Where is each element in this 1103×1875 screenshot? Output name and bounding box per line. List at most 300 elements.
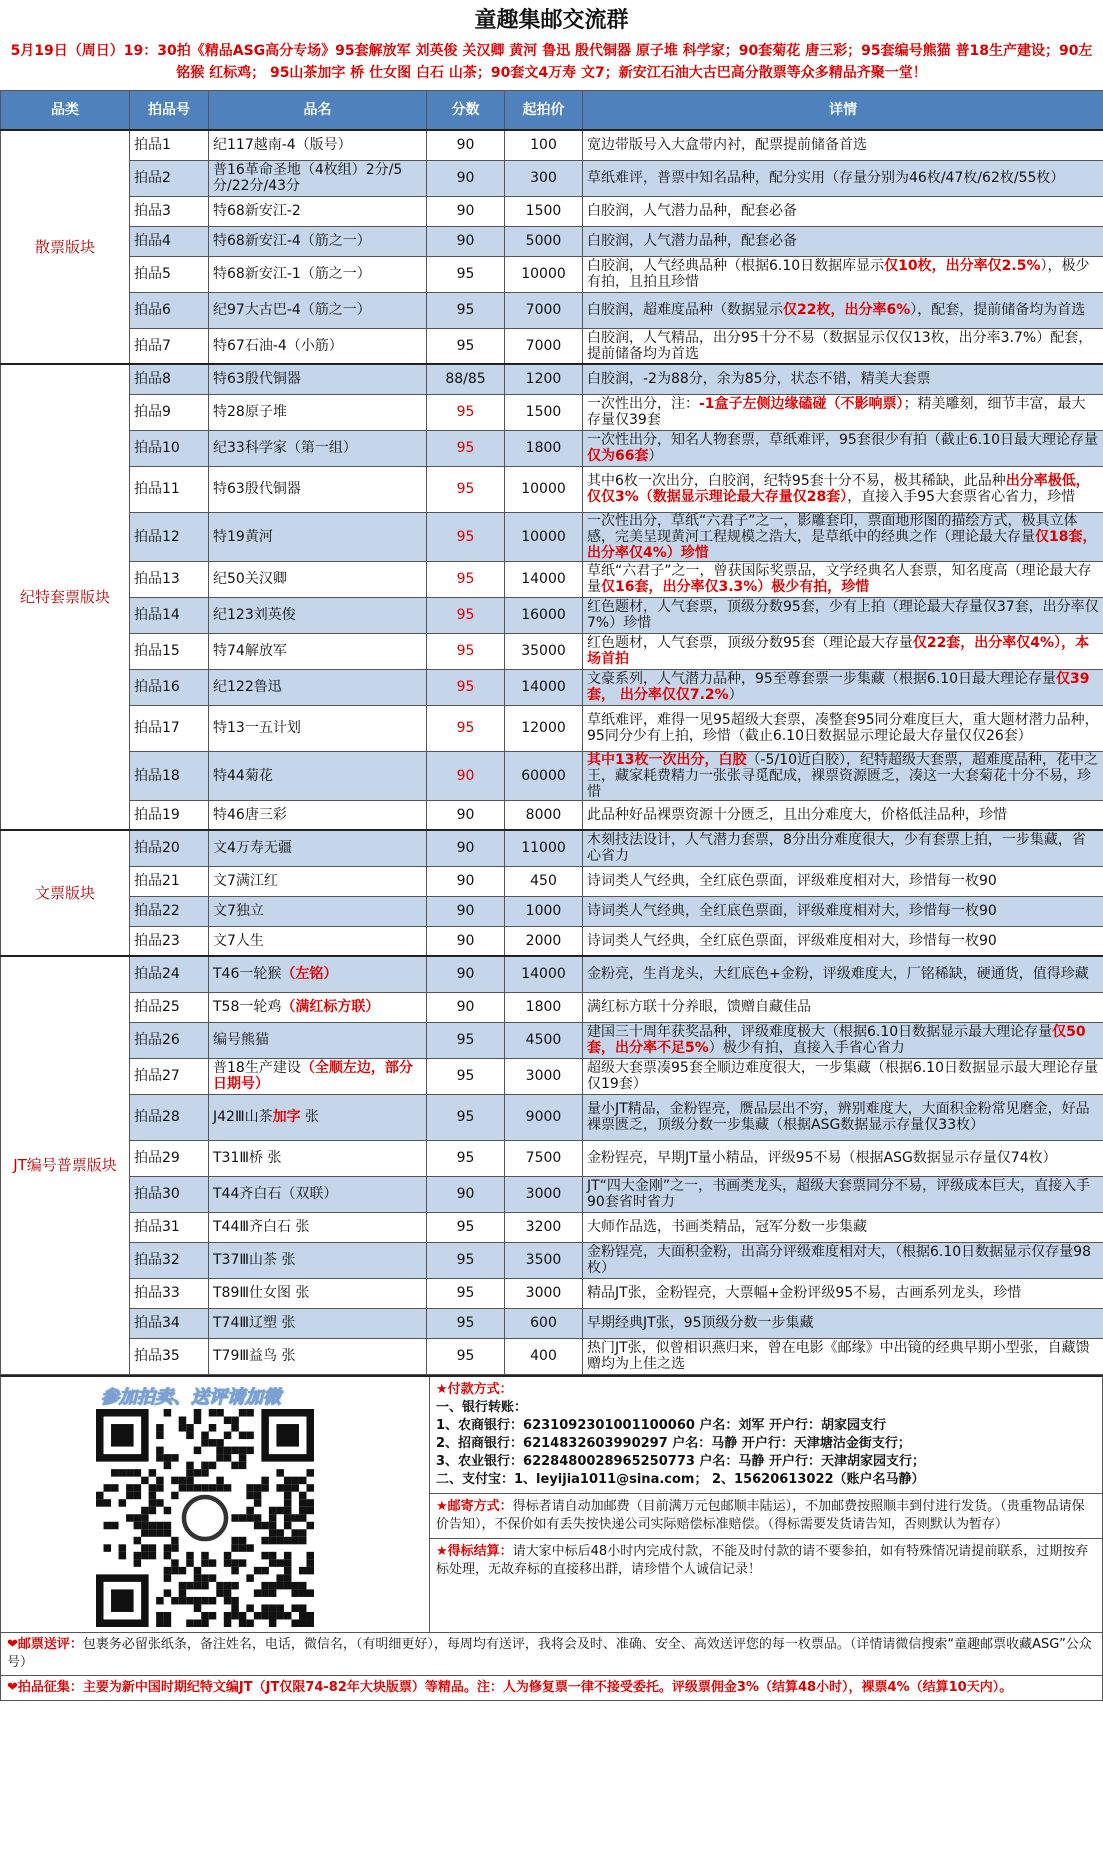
- lot-detail-text: 超级大套票凑95套全顺边难度很大，一步集藏（根据6.10日数据显示最大理论存量仅19套）: [587, 1060, 1098, 1092]
- lot-detail-text: 一次性出分，草纸“六君子”之一，影雕套印，票面地形图的描绘方式，极具立体感，完美呈现黄河工程规模之浩大，是草纸中的经典之作（理论最大存量: [587, 512, 1078, 545]
- lot-score: 95: [427, 561, 505, 597]
- table-row[interactable]: [1, 561, 1103, 597]
- lot-start-price: 14000: [505, 956, 583, 992]
- lot-number: 拍品19: [130, 800, 209, 830]
- table-row[interactable]: [1, 896, 1103, 926]
- lot-detail-highlight: 仅16套，出分率仅3.3%）极少有拍，珍惜: [601, 579, 870, 595]
- lot-detail: [583, 926, 1103, 956]
- lot-number: 拍品21: [130, 866, 209, 896]
- lot-name-text: 纪97大古巴-4（筋之一）: [213, 302, 371, 318]
- lot-detail-text: 金粉亮，生肖龙头，大红底色+金粉，评级难度大，厂铭稀缺，硬通货，值得珍藏: [587, 966, 1089, 983]
- table-row[interactable]: [1, 226, 1103, 256]
- auction-announcement: 5月19日（周日）19：30拍《精品ASG高分专场》95套解放军 刘英俊 关汉卿 黄河 鲁迅 殷代铜器 原子堆 科学家；90套菊花 唐三彩；95套编号熊猫 普18生产建设；90左铭猴 红标鸡； 95山茶加字 桥 仕女图 白石 山茶；90套文4万寿 文7；新安江石油大古巴高分散票等众多精品齐聚一堂！: [10, 43, 1093, 81]
- lot-number: 拍品31: [130, 1212, 209, 1242]
- table-row[interactable]: [1, 160, 1103, 196]
- lot-detail-highlight: 仅50套，出分率不足5%: [587, 1024, 1086, 1056]
- lot-start-price: 10000: [505, 256, 583, 292]
- lot-score: 95: [427, 1058, 505, 1094]
- lot-name-text: 纪117越南-4（版号）: [213, 137, 352, 154]
- lot-start-price: 35000: [505, 633, 583, 669]
- shipping-text: 得标者请自动加邮费（目前满万元包邮顺丰陆运），不加邮费按照顺丰到付进行发货。（贵重物品请保价告知），不保价如有丢失按快递公司实际赔偿标准赔偿。（得标需要发货请告知，否则默认为暂存）: [436, 1498, 1085, 1532]
- lot-detail: [583, 196, 1103, 226]
- lot-start-price: 1500: [505, 394, 583, 430]
- table-row[interactable]: [1, 1058, 1103, 1094]
- lot-score: 90: [427, 751, 505, 800]
- table-row[interactable]: [1, 956, 1103, 992]
- lot-detail: [583, 633, 1103, 669]
- lot-score: 90: [427, 196, 505, 226]
- lot-start-price: 14000: [505, 561, 583, 597]
- lot-name: [209, 1058, 427, 1094]
- lot-name-note: （全顺左边，部分日期号）: [213, 1060, 413, 1092]
- table-row[interactable]: [1, 196, 1103, 226]
- lot-name-text: T31Ⅲ桥 张: [213, 1150, 282, 1166]
- table-row[interactable]: [1, 751, 1103, 800]
- lot-score: 90: [427, 130, 505, 160]
- lot-name: [209, 926, 427, 956]
- lot-detail-text: 精品JT张，金粉锃亮，大票幅+金粉评级95不易，古画系列龙头，珍惜: [587, 1285, 1022, 1301]
- lot-name: [209, 992, 427, 1022]
- header-detail: 详情: [583, 91, 1103, 131]
- lot-score: 90: [427, 956, 505, 992]
- lot-detail-highlight: 其中13枚一次出分，白胶: [587, 751, 747, 768]
- lot-number: 拍品25: [130, 992, 209, 1022]
- lot-detail: [583, 130, 1103, 160]
- table-row[interactable]: [1, 328, 1103, 364]
- lot-detail-tail: ，直接入手95大套票省心省力，珍惜: [847, 489, 1076, 505]
- lot-start-price: 5000: [505, 226, 583, 256]
- lot-name: [209, 1242, 427, 1278]
- lot-detail-highlight: 仅10枚，出分率仅2.5%: [884, 258, 1041, 274]
- lot-group: [1, 364, 1103, 830]
- table-row[interactable]: [1, 430, 1103, 466]
- lot-name: [209, 430, 427, 466]
- payment-line: 二、支付宝：1、leyijia1011@sina.com； 2、15620613022（账户名马静）: [436, 1471, 925, 1487]
- lot-name: [209, 751, 427, 800]
- lot-score: 95: [427, 705, 505, 751]
- lot-start-price: 10000: [505, 512, 583, 561]
- lot-name: [209, 956, 427, 992]
- settlement-text: 请大家中标后48小时内完成付款，不能及时付款的请不要参拍，如有特殊情况请提前联系，过期按弃标处理，无故弃标的直接移出群，请珍惜个人诚信记录！: [436, 1543, 1089, 1577]
- table-row[interactable]: [1, 1242, 1103, 1278]
- lot-start-price: 11000: [505, 830, 583, 866]
- lot-start-price: 1800: [505, 430, 583, 466]
- table-row[interactable]: [1, 1308, 1103, 1338]
- lot-name: [209, 597, 427, 633]
- consign-text: 主要为新中国时期纪特文编JT（JT仅限74-82年大块版票）等精品。注：人为修复票一律不接受委托。评级票佣金3%（结算48小时），裸票4%（结算10天内）。: [82, 1679, 1013, 1695]
- lot-name-text: 特28原子堆: [213, 404, 287, 420]
- table-row[interactable]: [1, 633, 1103, 669]
- lot-name-text: T46一轮猴: [213, 966, 282, 983]
- lot-detail: [583, 751, 1103, 800]
- lot-name-text: 文4万寿无疆: [213, 840, 292, 857]
- lot-detail: [583, 394, 1103, 430]
- lot-number: 拍品6: [130, 292, 209, 328]
- lot-name-note: 加字: [272, 1109, 301, 1125]
- lot-detail-tail: ；精美雕刻，细节丰富，最大存量仅39套: [587, 396, 1086, 428]
- lot-number: 拍品24: [130, 956, 209, 992]
- lot-number: 拍品35: [130, 1338, 209, 1374]
- lot-name-text: 纪122鲁迅: [213, 679, 282, 695]
- lot-detail-text: 一次性出分，注：: [587, 396, 699, 412]
- lot-score: 90: [427, 830, 505, 866]
- table-row[interactable]: [1, 705, 1103, 751]
- lot-number: 拍品14: [130, 597, 209, 633]
- lot-detail: [583, 364, 1103, 394]
- table-row[interactable]: [1, 1022, 1103, 1058]
- qr-caption: 参加拍卖、送评请加微: [101, 1386, 281, 1408]
- table-row[interactable]: [1, 597, 1103, 633]
- consign-heading: ❤拍品征集：: [7, 1679, 83, 1695]
- lot-score: 95: [427, 292, 505, 328]
- lot-detail: [583, 160, 1103, 196]
- lot-detail-text: 诗词类人气经典，全红底色票面，评级难度相对大，珍惜每一枚90: [587, 873, 997, 889]
- lot-name-text: 特74解放军: [213, 643, 287, 659]
- lot-number: 拍品3: [130, 196, 209, 226]
- lot-name-note: （满红标方联）: [281, 999, 380, 1015]
- lot-number: 拍品17: [130, 705, 209, 751]
- lot-score: 95: [427, 1242, 505, 1278]
- lot-detail: [583, 992, 1103, 1022]
- lot-detail-text: 量小JT精品，金粉锃亮，赝品层出不穷，辨别难度大，大面积金粉常见磨金，好品裸票匮乏，顶级分数一步集藏（根据ASG数据显示存量仅33枚）: [587, 1101, 1090, 1133]
- lot-detail-text: 满红标方联十分养眼，馈赠自藏佳品: [587, 999, 811, 1015]
- lot-detail-tail: ）: [648, 448, 663, 464]
- lot-name-text: T79Ⅲ益鸟 张: [213, 1348, 296, 1364]
- table-row[interactable]: [1, 1278, 1103, 1308]
- lot-detail-text: 白胶润，人气潜力品种，配套必备: [587, 203, 797, 219]
- lot-detail: [583, 1140, 1103, 1176]
- lot-score: 90: [427, 992, 505, 1022]
- lot-detail: [583, 466, 1103, 512]
- lot-detail: [583, 830, 1103, 866]
- lot-name-text: 文7独立: [213, 903, 264, 919]
- header-category: 品类: [1, 91, 130, 131]
- lot-start-price: 2000: [505, 926, 583, 956]
- lot-detail-text: 宽边带版号入大盒带内衬，配票提前储备首选: [587, 137, 867, 154]
- lot-number: 拍品1: [130, 130, 209, 160]
- lot-number: 拍品28: [130, 1094, 209, 1140]
- table-row[interactable]: [1, 1140, 1103, 1176]
- lot-detail-text: 一次性出分，知名人物套票，草纸难评，95套很少有拍（截止6.10日最大理论存量: [587, 432, 1098, 448]
- lot-name-text: 特44菊花: [213, 767, 273, 784]
- table-row[interactable]: [1, 364, 1103, 394]
- table-row[interactable]: [1, 669, 1103, 705]
- lot-detail-text: JT“四大金刚”之一，书画类龙头，超级大套票同分不易，评级成本巨大，直接入手90套省时省力: [587, 1178, 1091, 1210]
- lot-score: 90: [427, 160, 505, 196]
- table-header-row: [1, 91, 1103, 131]
- lot-detail-text: 金粉锃亮，大面积金粉，出高分评级难度相对大，（根据6.10日数据显示仅存量98枚）: [587, 1244, 1091, 1276]
- lot-detail-highlight: -1盒子左侧边缘磕碰（不影响票）: [699, 396, 904, 412]
- lot-score: 95: [427, 256, 505, 292]
- qr-code-icon[interactable]: [96, 1409, 314, 1627]
- lot-score: 95: [427, 1338, 505, 1374]
- lot-start-price: 3500: [505, 1242, 583, 1278]
- lot-name-text: T89Ⅲ仕女图 张: [213, 1285, 310, 1301]
- lot-name: [209, 830, 427, 866]
- settlement-section: [430, 1539, 1102, 1583]
- lot-name: [209, 394, 427, 430]
- lot-detail-highlight: 仅39套， 出分率仅仅7.2%: [587, 671, 1090, 703]
- lot-score: 95: [427, 1140, 505, 1176]
- lot-start-price: 7000: [505, 328, 583, 364]
- lot-detail: [583, 1212, 1103, 1242]
- lot-detail-text: 诗词类人气经典，全红底色票面，评级难度相对大，珍惜每一枚90: [587, 903, 997, 919]
- lot-name-text: 特68新安江-4（筋之一）: [213, 233, 371, 249]
- category-cell: 散票版块: [1, 130, 130, 364]
- lot-number: 拍品18: [130, 751, 209, 800]
- lot-number: 拍品8: [130, 364, 209, 394]
- lot-detail-text: 热门JT张，似曾相识燕归来，曾在电影《邮缘》中出镜的经典早期小型张，自藏馈赠均为上佳之选: [587, 1340, 1090, 1372]
- lot-number: 拍品16: [130, 669, 209, 705]
- lot-name-text: 特63殷代铜器: [213, 371, 301, 388]
- lot-detail-text: 白胶润，人气经典品种（根据6.10日数据库显示: [587, 258, 885, 274]
- lot-name: [209, 292, 427, 328]
- lot-detail-tail: ），配套，提前储备均为首选: [910, 302, 1086, 318]
- info-panel: [0, 1375, 1103, 1633]
- lot-score: 95: [427, 1308, 505, 1338]
- lot-start-price: 1200: [505, 364, 583, 394]
- lot-detail-text: 建国三十周年获奖品种，评级难度极大（根据6.10日数据显示最大理论存量: [587, 1024, 1053, 1040]
- page-title: 童趣集邮交流群: [474, 7, 629, 33]
- lot-start-price: 10000: [505, 466, 583, 512]
- lot-start-price: 4500: [505, 1022, 583, 1058]
- lot-start-price: 600: [505, 1308, 583, 1338]
- lot-score: 90: [427, 226, 505, 256]
- table-row[interactable]: [1, 1212, 1103, 1242]
- lot-group: [1, 130, 1103, 364]
- lot-group: [1, 956, 1103, 1374]
- lot-detail-highlight: 仅22枚，出分率6%: [783, 302, 911, 318]
- lot-detail: [583, 1242, 1103, 1278]
- lot-name: [209, 669, 427, 705]
- lot-score: 95: [427, 466, 505, 512]
- table-row[interactable]: [1, 926, 1103, 956]
- lot-score: 95: [427, 394, 505, 430]
- settlement-heading: ★得标结算：: [436, 1543, 513, 1559]
- lot-table: [0, 90, 1103, 1375]
- lot-detail-text: 木刻技法设计，人气潜力套票，8分出分难度很大，少有套票上拍，一步集藏，省心省力: [587, 832, 1086, 865]
- lot-number: 拍品20: [130, 830, 209, 866]
- lot-detail: [583, 1338, 1103, 1374]
- lot-name: [209, 1176, 427, 1212]
- lot-start-price: 14000: [505, 669, 583, 705]
- lot-start-price: 1500: [505, 196, 583, 226]
- lot-name: [209, 1022, 427, 1058]
- lot-number: 拍品15: [130, 633, 209, 669]
- table-row[interactable]: [1, 800, 1103, 830]
- table-row[interactable]: [1, 512, 1103, 561]
- consign-note: [0, 1676, 1103, 1701]
- table-row[interactable]: [1, 830, 1103, 866]
- header-price: 起拍价: [505, 91, 583, 131]
- lot-name-text: T44Ⅲ齐白石 张: [213, 1219, 310, 1235]
- category-cell: JT编号普票版块: [1, 956, 130, 1374]
- lot-name: [209, 466, 427, 512]
- lot-name-text: 特63殷代铜器: [213, 481, 301, 497]
- table-row[interactable]: [1, 256, 1103, 292]
- payment-line: 一、银行转账：: [436, 1399, 528, 1415]
- lot-detail-text: 草纸难评，普票中知名品种，配分实用（存量分别为46枚/47枚/62枚/55枚）: [587, 170, 1065, 186]
- lot-number: 拍品33: [130, 1278, 209, 1308]
- lot-score: 95: [427, 328, 505, 364]
- lot-start-price: 16000: [505, 597, 583, 633]
- table-row[interactable]: [1, 1094, 1103, 1140]
- lot-name: [209, 866, 427, 896]
- lot-start-price: 300: [505, 160, 583, 196]
- lot-number: 拍品7: [130, 328, 209, 364]
- lot-name: [209, 256, 427, 292]
- grading-heading: ❤邮票送评：: [7, 1636, 83, 1652]
- lot-name: [209, 1094, 427, 1140]
- lot-name-text: T58一轮鸡: [213, 999, 282, 1015]
- lot-score: 95: [427, 597, 505, 633]
- lot-name-text: 文7人生: [213, 932, 264, 949]
- lot-name-text: 纪33科学家（第一组）: [213, 440, 357, 456]
- table-row[interactable]: [1, 1176, 1103, 1212]
- lot-number: 拍品10: [130, 430, 209, 466]
- header-lot: 拍品号: [130, 91, 209, 131]
- lot-detail: [583, 669, 1103, 705]
- lot-score: 95: [427, 1212, 505, 1242]
- lot-number: 拍品26: [130, 1022, 209, 1058]
- lot-start-price: 450: [505, 866, 583, 896]
- lot-detail-highlight: 出分率极低，仅仅3%（数据显示理论最大存量仅28套）: [587, 473, 1090, 505]
- lot-name-text: T74Ⅲ辽塑 张: [213, 1315, 296, 1331]
- lot-score: 95: [427, 669, 505, 705]
- lot-detail: [583, 1094, 1103, 1140]
- lot-name-text: 特68新安江-1（筋之一）: [213, 266, 371, 282]
- lot-number: 拍品5: [130, 256, 209, 292]
- lot-name-text: T37Ⅲ山茶 张: [213, 1252, 296, 1268]
- table-row[interactable]: [1, 866, 1103, 896]
- lot-detail: [583, 896, 1103, 926]
- lot-name: [209, 364, 427, 394]
- lot-name: [209, 800, 427, 830]
- lot-detail: [583, 1058, 1103, 1094]
- header-name: 品名: [209, 91, 427, 131]
- table-row[interactable]: [1, 394, 1103, 430]
- lot-number: 拍品13: [130, 561, 209, 597]
- lot-name: [209, 196, 427, 226]
- category-cell: 纪特套票版块: [1, 364, 130, 830]
- lot-start-price: 3000: [505, 1058, 583, 1094]
- lot-name-text: 特68新安江-2: [213, 203, 301, 219]
- lot-score: 90: [427, 926, 505, 956]
- lot-detail: [583, 328, 1103, 364]
- payment-line: 3、农业银行：6228480028965250773 户名：马静 开户行：天津胡家园支行；: [436, 1453, 925, 1469]
- lot-score: 95: [427, 430, 505, 466]
- table-row[interactable]: [1, 292, 1103, 328]
- lot-score: 95: [427, 633, 505, 669]
- category-cell: 文票版块: [1, 830, 130, 956]
- lot-detail: [583, 226, 1103, 256]
- lot-number: 拍品9: [130, 394, 209, 430]
- lot-start-price: 7500: [505, 1140, 583, 1176]
- lot-name: [209, 1212, 427, 1242]
- table-row[interactable]: [1, 992, 1103, 1022]
- lot-start-price: 9000: [505, 1094, 583, 1140]
- lot-start-price: 1000: [505, 896, 583, 926]
- lot-name-text: 特46唐三彩: [213, 806, 287, 823]
- lot-detail: [583, 292, 1103, 328]
- lot-name-text: 纪123刘英俊: [213, 607, 296, 623]
- lot-detail-text: 红色题材，人气套票，顶级分数95套，少有上拍（理论最大存量仅37套，出分率仅7%）珍惜: [587, 599, 1099, 631]
- lot-name-text: 特67石油-4（小筋）: [213, 337, 343, 354]
- lot-detail-text: 白胶润，人气潜力品种，配套必备: [587, 233, 797, 249]
- lot-name: [209, 705, 427, 751]
- lot-detail-text: 诗词类人气经典，全红底色票面，评级难度相对大，珍惜每一枚90: [587, 932, 997, 949]
- lot-number: 拍品34: [130, 1308, 209, 1338]
- lot-name: [209, 896, 427, 926]
- lot-start-price: 1800: [505, 992, 583, 1022]
- lot-number: 拍品11: [130, 466, 209, 512]
- lot-score: 95: [427, 1022, 505, 1058]
- lot-detail-highlight: 仅18套，出分率仅4%）珍惜: [587, 528, 1097, 561]
- lot-detail: [583, 512, 1103, 561]
- lot-score: 95: [427, 1094, 505, 1140]
- lot-detail-text: 白胶润，-2为88分，余为85分，状态不错，精美大套票: [587, 371, 931, 388]
- lot-detail: [583, 430, 1103, 466]
- lot-start-price: 7000: [505, 292, 583, 328]
- lot-detail-tail: ），极少有拍，且拍且珍惜: [587, 258, 1090, 290]
- lot-name: [209, 633, 427, 669]
- lot-detail-text: 此品种好品裸票资源十分匮乏，且出分难度大，价格低洼品种，珍惜: [587, 806, 1007, 823]
- lot-detail: [583, 956, 1103, 992]
- info-text: [430, 1377, 1102, 1632]
- lot-name-text: J42Ⅲ山茶: [213, 1109, 273, 1125]
- lot-name: [209, 1338, 427, 1374]
- lot-name: [209, 1308, 427, 1338]
- lot-number: 拍品12: [130, 512, 209, 561]
- lot-name-text: T44齐白石（双联）: [213, 1186, 338, 1202]
- header-score: 分数: [427, 91, 505, 131]
- qr-area: [1, 1377, 430, 1632]
- lot-detail: [583, 256, 1103, 292]
- lot-start-price: 12000: [505, 705, 583, 751]
- table-row[interactable]: [1, 130, 1103, 160]
- lot-name: [209, 561, 427, 597]
- lot-detail-tail: ）: [728, 687, 743, 703]
- lot-number: 拍品30: [130, 1176, 209, 1212]
- shipping-heading: ★邮寄方式：: [436, 1498, 513, 1514]
- lot-detail-text: 白胶润，超难度品种（数据显示: [587, 302, 783, 318]
- lot-name-text: 纪50关汉卿: [213, 571, 287, 587]
- lot-name-tail: 张: [300, 1109, 320, 1125]
- lot-name: [209, 130, 427, 160]
- lot-detail-text: 草纸难评，难得一见95超级大套票，凑整套95同分难度巨大，重大题材潜力品种，95同分少有上拍，珍惜（截止6.10日数据显示理论最大存量仅仅26套）: [587, 712, 1099, 744]
- lot-detail: [583, 800, 1103, 830]
- lot-detail-text: 草纸“六君子”之一，曾获国际奖票品，文学经典名人套票，知名度高（理论最大存量: [587, 563, 1092, 595]
- lot-detail: [583, 866, 1103, 896]
- lot-number: 拍品2: [130, 160, 209, 196]
- grading-note: [0, 1633, 1103, 1676]
- lot-detail: [583, 1308, 1103, 1338]
- lot-detail-highlight: 仅为66套: [587, 448, 649, 464]
- lot-detail-tail: ）极少有拍，直接入手省心省力: [708, 1040, 905, 1056]
- lot-detail: [583, 705, 1103, 751]
- lot-start-price: 8000: [505, 800, 583, 830]
- payment-section: [430, 1377, 1102, 1494]
- lot-name-text: 编号熊猫: [213, 1032, 269, 1048]
- shipping-section: [430, 1494, 1102, 1539]
- lot-detail-tail: （-5/10近白胶），纪特超级大套票，超难度品种，花中之王，藏家耗费精力一张张寻觅配成，裸票资源匮乏，凑这一大套菊花十分不易，珍惜: [587, 751, 1098, 800]
- table-row[interactable]: [1, 466, 1103, 512]
- lot-name-text: 文7满江红: [213, 873, 278, 889]
- lot-name-text: 普16革命圣地（4枚组）2分/5分/22分/43分: [213, 162, 403, 194]
- lot-detail-text: 大师作品选，书画类精品，冠军分数一步集藏: [587, 1219, 867, 1235]
- lot-score: 90: [427, 800, 505, 830]
- table-row[interactable]: [1, 1338, 1103, 1374]
